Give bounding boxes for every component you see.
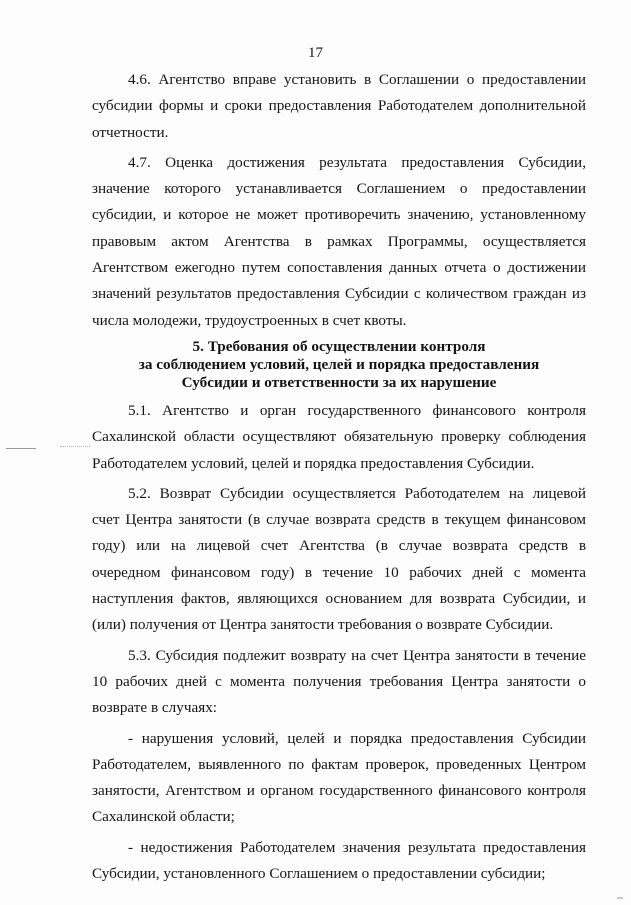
list-item-non-achievement: - недостижения Работодателем значения результата предоставления Субсидии, установленного Соглашением о предоставлении субсидии; [92, 838, 586, 883]
section-5-heading-line-3: Субсидии и ответственности за их нарушение [181, 373, 497, 391]
section-5-heading-line-2: за соблюдением условий, целей и порядка предоставления [138, 355, 540, 373]
page-number: 17 [308, 45, 323, 61]
section-5-heading [92, 338, 586, 392]
paragraph-4-7: 4.7. Оценка достижения результата предоставления Субсидии, значение которого устанавливается Соглашением о предоставлении субсидии, и которое не может противоречить значению, установленному правовым актом Агентства в рамках Программы, осуществляется Агентством ежегодно путем сопоставления данных отчета о достижении значений результатов предоставления Субсидии с количеством граждан из числа молодежи, трудоустроенных в счет квоты. [92, 153, 586, 329]
margin-mark [6, 448, 36, 449]
paragraph-5-2: 5.2. Возврат Субсидии осуществляется Работодателем на лицевой счет Центра занятости (в случае возврата средств в текущем финансовом году) или на лицевой счет Агентства (в случае возврата средств в очередном финансовом году) в течение 10 рабочих дней с момента наступления фактов, являющихся основанием для возврата Субсидии, и (или) получения от Центра занятости требования о возврате Субсидии. [92, 484, 586, 634]
scan-speck [617, 897, 623, 899]
paragraph-4-6: 4.6. Агентство вправе установить в Соглашении о предоставлении субсидии формы и сроки предоставления Работодателем дополнительной отчетности. [92, 71, 586, 141]
list-item-violation: - нарушения условий, целей и порядка предоставления Субсидии Работодателем, выявленного по фактам проверок, проведенных Центром занятости, Агентством и органом государственного финансового контроля Сахалинской области; [92, 729, 586, 826]
paragraph-5-3: 5.3. Субсидия подлежит возврату на счет Центра занятости в течение 10 рабочих дней с момента получения требования Центра занятости о возврате в случаях: [92, 646, 586, 717]
document-body [92, 67, 586, 891]
margin-dots [60, 446, 90, 449]
section-5-heading-line-1: 5. Требования об осуществлении контроля [192, 337, 486, 355]
paragraph-5-1: 5.1. Агентство и орган государственного финансового контроля Сахалинской области осуществляют обязательную проверку соблюдения Работодателем условий, целей и порядка предоставления Субсидии. [92, 401, 586, 472]
